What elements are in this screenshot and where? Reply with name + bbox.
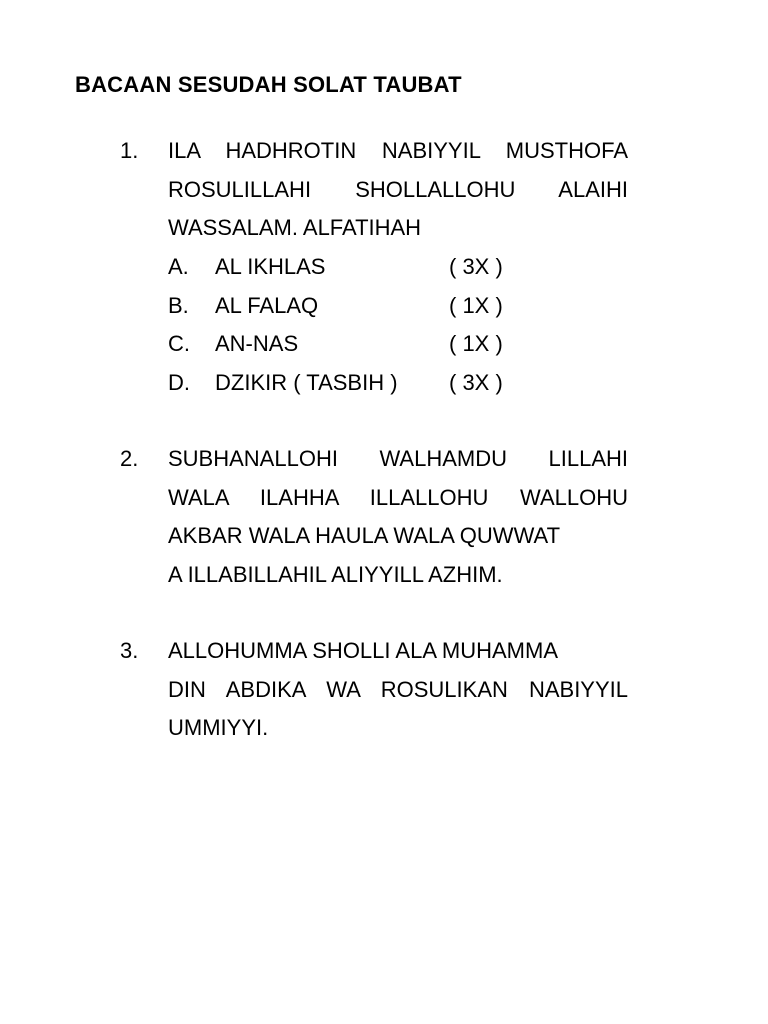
item-3-number: 3.	[120, 638, 139, 663]
item-2-number: 2.	[120, 446, 139, 471]
item-2-line-3: AKBAR WALA HAULA WALA QUWWAT	[168, 523, 561, 548]
item-3-line-1: ALLOHUMMA SHOLLI ALA MUHAMMA	[168, 638, 558, 663]
subitem-c-count: ( 1X )	[449, 331, 503, 356]
item-3-line-3: UMMIYYI.	[168, 715, 269, 740]
subitem-d	[168, 364, 628, 403]
subitem-c-letter: C.	[168, 331, 190, 356]
subitem-d-name: DZIKIR ( TASBIH )	[215, 369, 398, 395]
subitem-a-name: AL IKHLAS	[215, 254, 326, 279]
subitem-b-count: ( 1X )	[449, 292, 503, 318]
item-2-line-4: A ILLABILLAHIL ALIYYILL AZHIM.	[168, 561, 503, 587]
item-3-text	[168, 632, 628, 748]
subitem-a	[168, 248, 628, 287]
subitem-b-letter: B.	[168, 292, 189, 318]
item-1-text	[168, 132, 628, 248]
subitem-a-letter: A.	[168, 254, 189, 279]
subitem-d-letter: D.	[168, 369, 190, 395]
item-1-line-1: ILA HADHROTIN NABIYYIL MUSTHOFA	[168, 138, 628, 163]
item-1-number: 1.	[120, 138, 139, 163]
item-1-sublist	[168, 248, 628, 402]
subitem-c	[168, 325, 628, 364]
subitem-c-name: AN-NAS	[215, 331, 299, 356]
subitem-d-count: ( 3X )	[449, 369, 503, 395]
subitem-b	[168, 287, 628, 326]
subitem-b-name: AL FALAQ	[215, 292, 319, 318]
item-2-text	[168, 440, 628, 594]
document-title: BACAAN SESUDAH SOLAT TAUBAT	[75, 72, 462, 97]
subitem-a-count: ( 3X )	[449, 254, 503, 279]
item-2-line-1: SUBHANALLOHI WALHAMDU LILLAHI	[168, 446, 628, 471]
item-2-line-2: WALA ILAHHA ILLALLOHU WALLOHU	[168, 484, 628, 510]
item-3-line-2: DIN ABDIKA WA ROSULIKAN NABIYYIL	[168, 676, 628, 702]
item-1-line-3: WASSALAM. ALFATIHAH	[168, 215, 422, 240]
item-1-line-2: ROSULILLAHI SHOLLALLOHU ALAIHI	[168, 176, 628, 202]
